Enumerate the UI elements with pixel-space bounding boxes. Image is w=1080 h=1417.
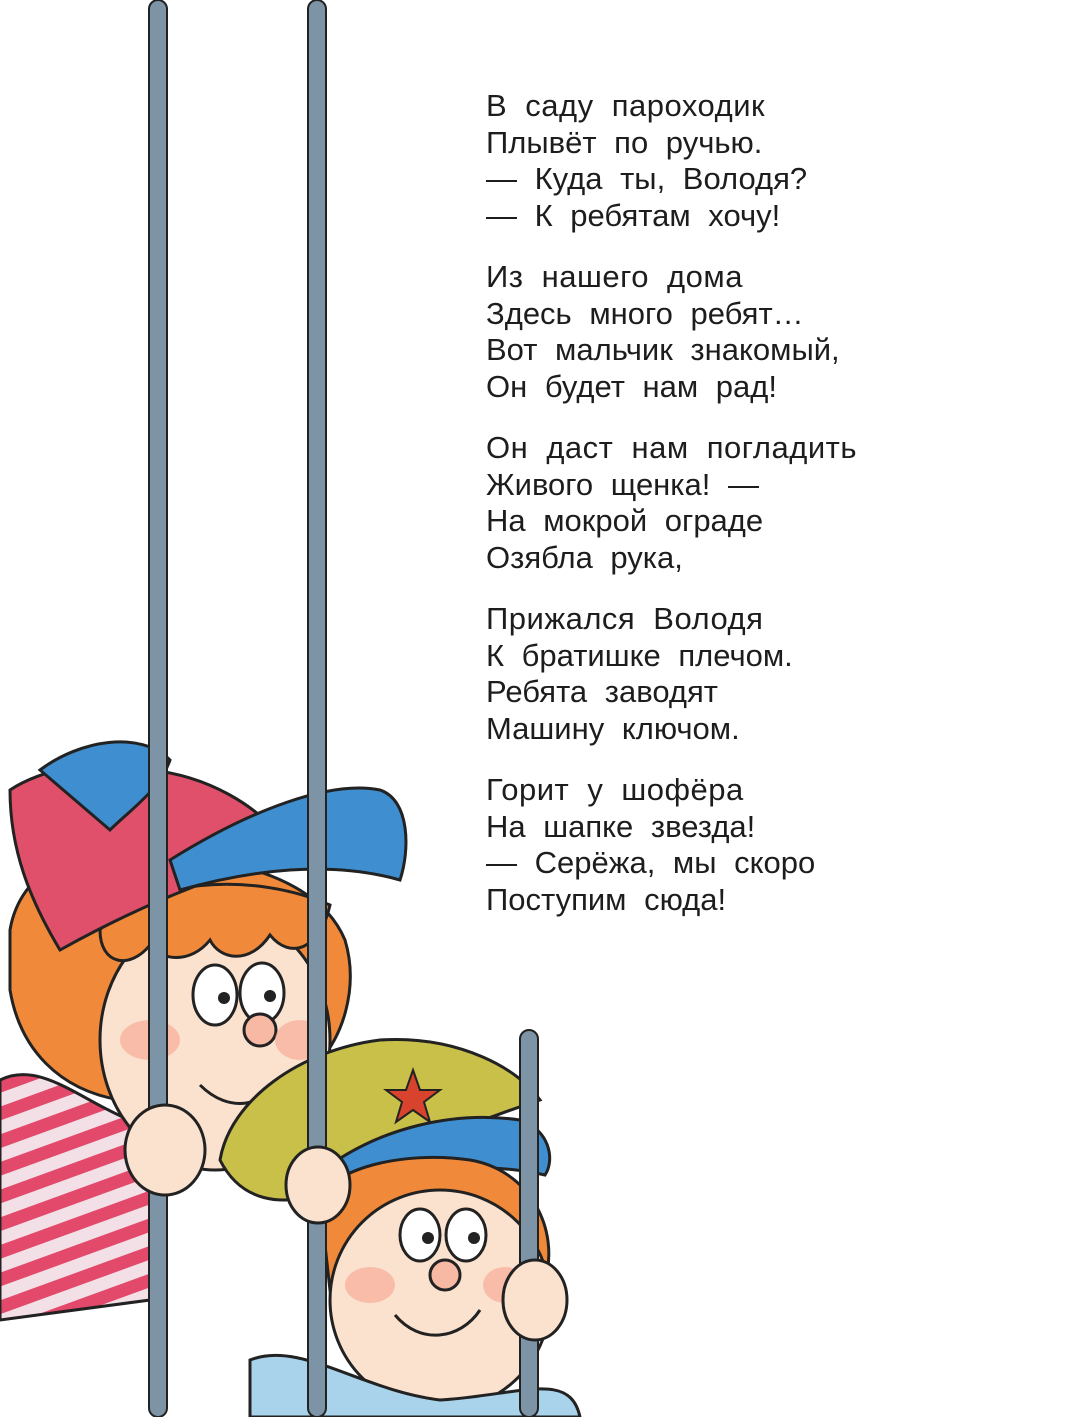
poem-line: Живого щенка! —	[486, 466, 760, 502]
poem-stanza-2	[486, 259, 1046, 405]
small-boy-nose	[430, 1260, 460, 1290]
poem-stanza-5	[486, 772, 1046, 918]
poem-line: К братишке плечом.	[486, 637, 793, 673]
big-boy-eye-left	[193, 965, 237, 1025]
poem-line: Вот мальчик знакомый,	[486, 332, 840, 367]
big-boy-hand	[125, 1105, 205, 1195]
poem-line: Прижался Володя	[486, 601, 764, 636]
poem-stanza-3	[486, 430, 1046, 576]
poem-line: Здесь много ребят…	[486, 295, 804, 331]
poem-line: Горит у шофёра	[486, 772, 744, 807]
poem-line: На шапке звезда!	[486, 808, 756, 844]
poem-line: Поступим сюда!	[486, 881, 727, 917]
poem-line: Плывёт по ручью.	[486, 124, 763, 160]
poem-stanza-1	[486, 88, 1046, 234]
poem-line: — Куда ты, Володя?	[486, 161, 808, 196]
poem-line: Озябла рука,	[486, 539, 683, 575]
small-boy-hand-right	[503, 1260, 567, 1340]
poem-line: На мокрой ограде	[486, 503, 764, 538]
poem-line: — Серёжа, мы скоро	[486, 845, 816, 880]
poem-stanza-4	[486, 601, 1046, 747]
poem-line: В саду пароходик	[486, 88, 766, 123]
poem	[486, 88, 1046, 943]
poem-line: — К ребятам хочу!	[486, 197, 781, 233]
poem-line: Из нашего дома	[486, 259, 743, 294]
poem-line: Он будет нам рад!	[486, 368, 777, 404]
fence-bar-1	[149, 0, 167, 1417]
big-boy-nose	[244, 1014, 276, 1046]
poem-line: Ребята заводят	[486, 674, 718, 709]
fence-bar-3	[520, 1030, 538, 1417]
poem-line: Он даст нам погладить	[486, 430, 858, 465]
poem-line: Машину ключом.	[486, 710, 740, 746]
small-boy-hand-left	[286, 1147, 350, 1223]
